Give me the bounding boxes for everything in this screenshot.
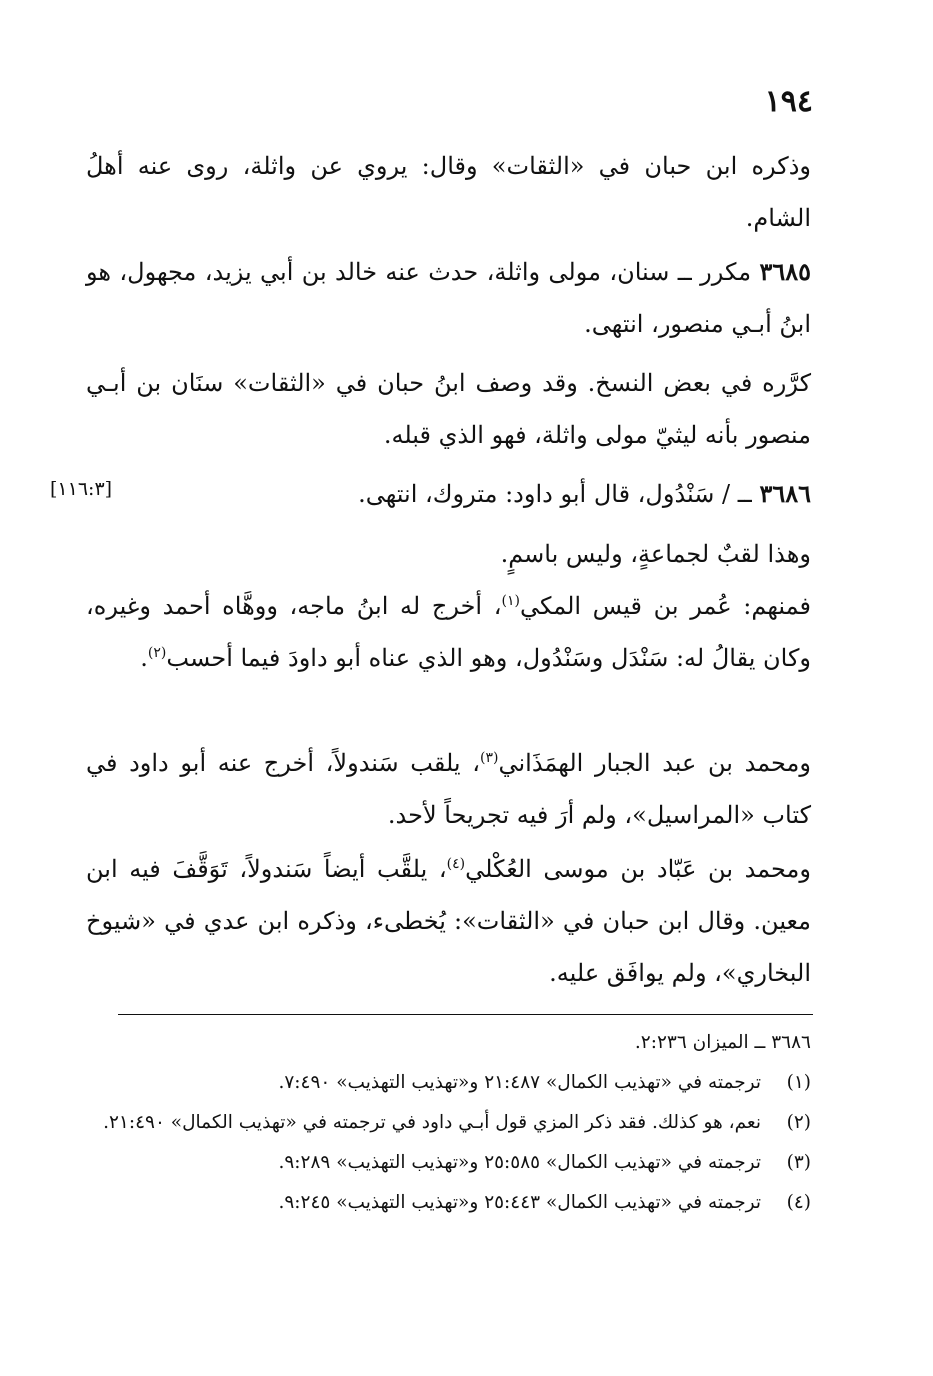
footnote-3 [86, 1143, 811, 1183]
footnote-1 [86, 1063, 811, 1103]
footnote-text: ترجمته في «تهذيب الكمال» ٢٥:٥٨٥ و«تهذيب التهذيب» ٩:٢٨٩. [278, 1152, 761, 1173]
entry-number: ٣٦٨٦ [759, 479, 811, 508]
paragraph-text: ومحمد بن عَبّاد بن موسى العُكْلي [465, 855, 811, 883]
entry-3685 [86, 246, 811, 350]
entry-text: مكرر ــ سنان، مولى واثلة، حدث عنه خالد بن أبي يزيد، مجهول، هو ابنُ أبـي منصور، انتهى. [86, 258, 811, 338]
paragraph-text: كرَّره في بعض النسخ. وقد وصف ابنُ حبان في «الثقات» سنَان بن أبـي منصور بأنه ليثيّ مولى واثلة، فهو الذي قبله. [86, 369, 811, 449]
footnote-source: ٣٦٨٦ ــ الميزان ٢:٢٣٦. [634, 1032, 811, 1053]
paragraph-6 [86, 580, 811, 684]
paragraph-7 [86, 737, 811, 841]
footnotes [86, 1023, 811, 1223]
footnote-text: ترجمته في «تهذيب الكمال» ٢٥:٤٤٣ و«تهذيب التهذيب» ٩:٢٤٥. [278, 1192, 761, 1213]
paragraph-5 [86, 528, 811, 580]
footnote-2 [86, 1103, 811, 1143]
footnote-ref[interactable]: (٤) [446, 856, 466, 872]
paragraph-8 [86, 843, 811, 999]
footnote-marker: (٢) [786, 1112, 811, 1133]
footnote-ref[interactable]: (٢) [147, 645, 167, 661]
footnote-text: نعم، هو كذلك. فقد ذكر المزي قول أبـي داود في ترجمته في «تهذيب الكمال» ٢١:٤٩٠. [103, 1112, 761, 1133]
entry-text: ــ / سَنْدُول، قال أبو داود: متروك، انتهى. [358, 480, 752, 508]
footnote-text: ترجمته في «تهذيب الكمال» ٢١:٤٨٧ و«تهذيب التهذيب» ٧:٤٩٠. [278, 1072, 761, 1093]
paragraph-text: ومحمد بن عبد الجبار الهمَذَاني [498, 749, 811, 777]
margin-reference: [١١٦:٣] [50, 478, 113, 500]
footnote-marker: (١) [786, 1072, 811, 1093]
paragraph-text: . [140, 644, 148, 672]
footnote-4 [86, 1183, 811, 1223]
paragraph-text: فمنهم: عُمر بن قيس المكي [519, 592, 811, 620]
footnote-marker: (٣) [786, 1152, 811, 1173]
paragraph-text: وذكره ابن حبان في «الثقات» وقال: يروي عن واثلة، روى عنه أهلُ الشام. [86, 152, 812, 232]
footnote-separator [118, 1014, 813, 1015]
entry-3686 [86, 468, 811, 520]
entry-number: ٣٦٨٥ [759, 257, 811, 286]
paragraph-text: ، يلقَّب أيضاً سَندولاً، تَوَقَّفَ فيه ابن معين. وقال ابن حبان في «الثقات»: يُخطىء، وذكره ابن عدي في «شيوخ البخاري»، ولم يوافَق عليه. [86, 855, 811, 987]
footnote-ref[interactable]: (٣) [480, 750, 499, 766]
paragraph-text: ، أخرج له ابنُ ماجه، ووهَّاه أحمد وغيره، وكان يقالُ له: سَنْدَل وسَنْدُول، وهو الذي عناه أبو داودَ فيما أحسب [86, 592, 811, 672]
footnote-ref[interactable]: (١) [501, 593, 520, 609]
paragraph-text: ، يلقب سَندولاً، أخرج عنه أبو داود في كتاب «المراسيل»، ولم أرَ فيه تجريحاً لأحد. [86, 749, 811, 829]
paragraph-1 [86, 140, 811, 244]
paragraph-text: وهذا لقبٌ لجماعةٍ، وليس باسمٍ. [500, 540, 811, 568]
footnote-marker: (٤) [786, 1192, 811, 1213]
page-number: ١٩٤ [764, 84, 813, 119]
paragraph-3 [86, 357, 811, 461]
